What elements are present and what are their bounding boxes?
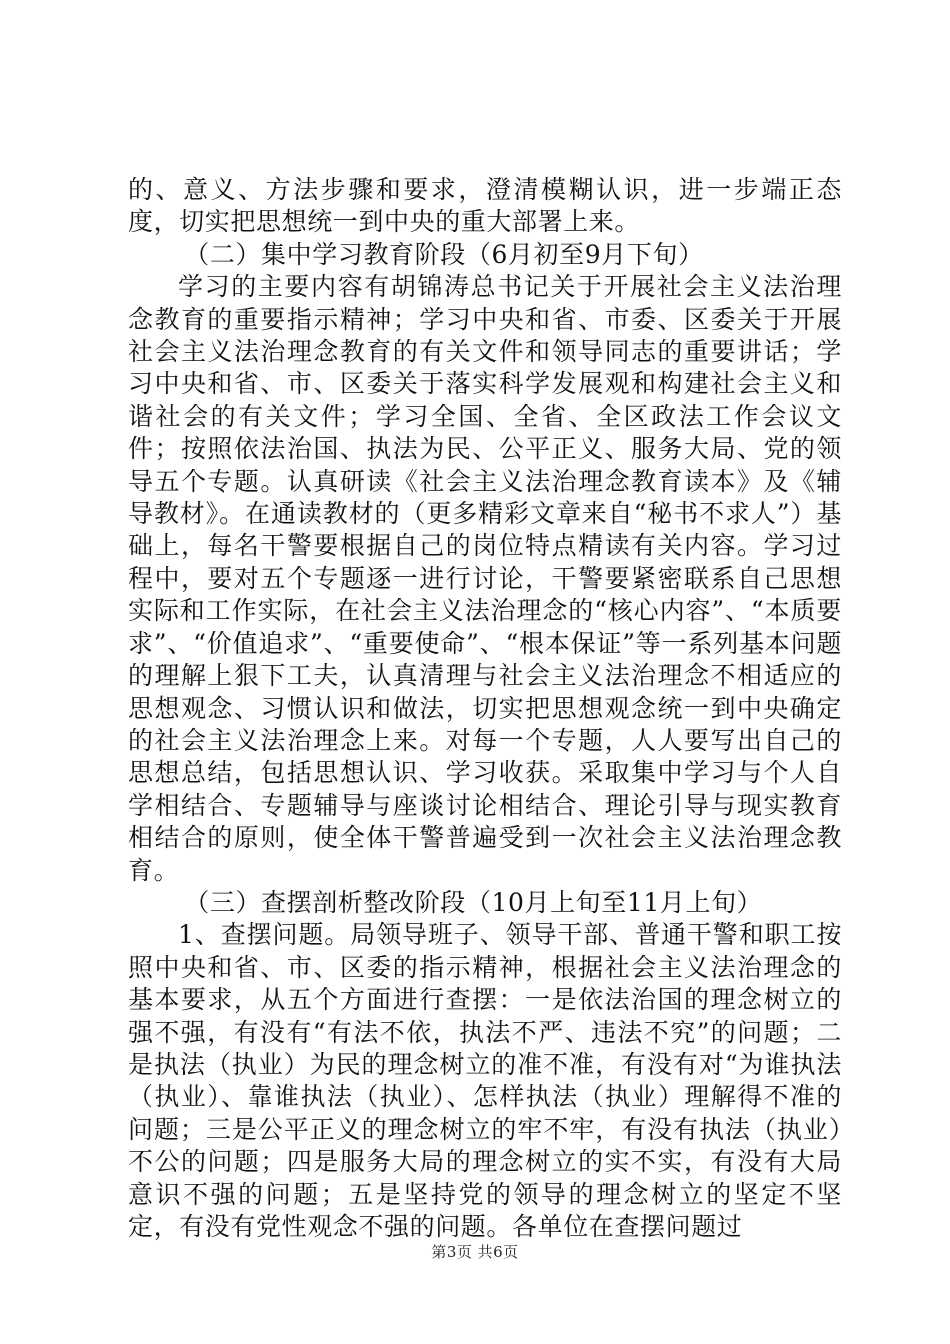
paragraph-continuation: 的、意义、方法步骤和要求，澄清模糊认识，进一步端正态度，切实把思想统一到中央的重大部署上来。 [128,175,842,237]
document-body [128,174,842,1243]
paragraph-study-content: 学习的主要内容有胡锦涛总书记关于开展社会主义法治理念教育的重要指示精神；学习中央和省、市委、区委关于开展社会主义法治理念教育的有关文件和领导同志的重要讲话；学习中央和省、市、区委关于落实科学发展观和构建社会主义和谐社会的有关文件；学习全国、全省、全区政法工作会议文件；按照依法治国、执法为民、公平正义、服务大局、党的领导五个专题。认真研读《社会主义法治理念教育读本》及《辅导教材》。在通读教材的（更多精彩文章来自“秘书不求人”）基础上，每名干警要根据自己的岗位特点精读有关内容。学习过程中，要对五个专题逐一进行讨论，干警要紧密联系自己思想实际和工作实际，在社会主义法治理念的“核心内容”、“本质要求”、“价值追求”、“重要使命”、“根本保证”等一系列基本问题的理解上狠下工夫，认真清理与社会主义法治理念不相适应的思想观念、习惯认识和做法，切实把思想观念统一到中央确定的社会主义法治理念上来。对每一个专题，人人要写出自己的思想总结，包括思想认识、学习收获。采取集中学习与个人自学相结合、专题辅导与座谈讨论相结合、理论引导与现实教育相结合的原则，使全体干警普遍受到一次社会主义法治理念教育。 [128,272,842,885]
paragraph-find-problems: 1、查摆问题。局领导班子、领导干部、普通干警和职工按照中央和省、市、区委的指示精神，根据社会主义法治理念的基本要求，从五个方面进行查摆：一是依法治国的理念树立的强不强，有没有“有法不依，执法不严、违法不究”的问题；二是执法（执业）为民的理念树立的准不准，有没有对“为谁执法（执业）、靠谁执法（执业）、怎样执法（执业）理解得不准的问题；三是公平正义的理念树立的牢不牢，有没有执法（执业）不公的问题；四是服务大局的理念树立的实不实，有没有大局意识不强的问题；五是坚持党的领导的理念树立的坚定不坚定，有没有党性观念不强的问题。各单位在查摆问题过 [128,920,842,1241]
page-number-footer: 第3页 共6页 [431,1243,519,1261]
section-heading-3: （三）查摆剖析整改阶段（10月上旬至11月上旬） [184,887,763,917]
section-heading-2: （二）集中学习教育阶段（6月初至9月下旬） [184,239,704,269]
